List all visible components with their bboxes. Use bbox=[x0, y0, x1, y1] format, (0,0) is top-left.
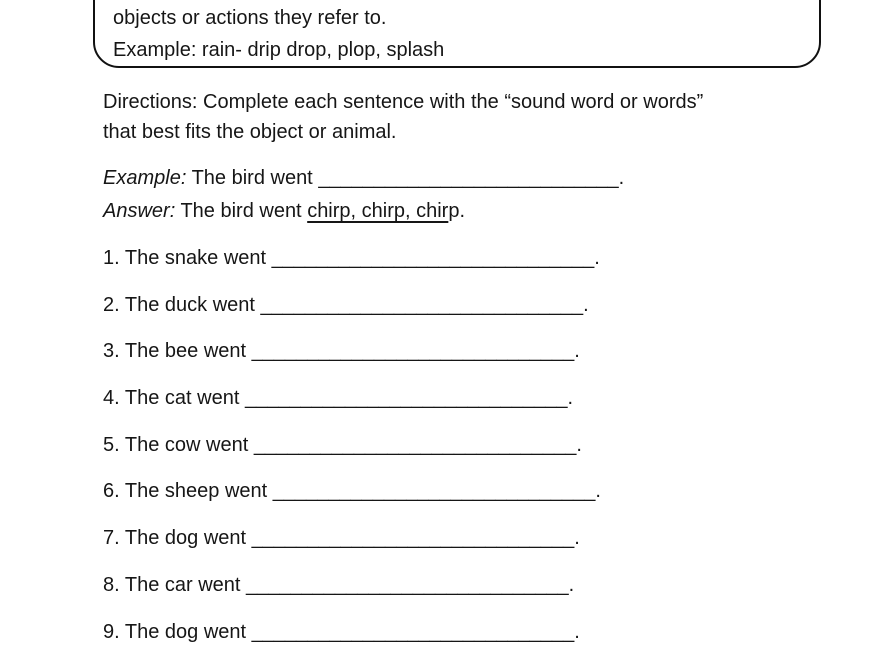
question-number: 1. bbox=[103, 247, 120, 269]
answer-sentence bbox=[103, 200, 465, 223]
answer-blank: _____________________________ bbox=[251, 340, 575, 362]
question-period: . bbox=[583, 294, 589, 316]
question-period: . bbox=[595, 480, 601, 502]
answer-blank: _____________________________ bbox=[246, 574, 569, 596]
question-text: The cow went bbox=[119, 434, 254, 456]
question-row-3 bbox=[103, 340, 580, 363]
answer-blank: _____________________________ bbox=[251, 527, 575, 549]
question-text: The snake went bbox=[119, 247, 272, 269]
question-period: . bbox=[574, 527, 580, 549]
answer-blank: _____________________________ bbox=[253, 434, 577, 456]
question-text: The dog went bbox=[119, 621, 252, 643]
example-label: Example: bbox=[103, 167, 187, 189]
question-period: . bbox=[567, 387, 574, 409]
directions bbox=[103, 87, 703, 147]
question-number: 5. bbox=[103, 434, 120, 456]
question-text: The dog went bbox=[119, 527, 252, 549]
definition-box-text bbox=[113, 2, 444, 66]
answer-blank: _____________________________ bbox=[244, 387, 568, 409]
answer-underlined-words: chirp, chirp, chir bbox=[307, 200, 449, 222]
definition-box bbox=[93, 0, 821, 68]
example-text: The bird went bbox=[186, 167, 319, 189]
question-row-6 bbox=[103, 480, 601, 503]
directions-line-2: that best fits the object or animal. bbox=[103, 121, 397, 143]
answer-label: Answer: bbox=[103, 200, 176, 222]
question-number: 7. bbox=[103, 527, 120, 549]
answer-blank: _____________________________ bbox=[260, 294, 584, 316]
answer-text: The bird went bbox=[175, 200, 308, 222]
definition-line-2: Example: rain- drip drop, plop, splash bbox=[113, 39, 445, 61]
answer-tail: p. bbox=[448, 200, 466, 222]
question-row-7 bbox=[103, 527, 580, 550]
example-blank: ___________________________ bbox=[318, 167, 619, 189]
question-text: The duck went bbox=[119, 294, 261, 316]
question-row-1 bbox=[103, 247, 600, 270]
question-number: 3. bbox=[103, 340, 120, 362]
question-row-2 bbox=[103, 294, 589, 317]
example-sentence bbox=[103, 167, 624, 190]
answer-blank: _____________________________ bbox=[272, 480, 596, 502]
question-period: . bbox=[574, 340, 580, 362]
question-row-4 bbox=[103, 387, 573, 410]
question-text: The bee went bbox=[119, 340, 252, 362]
question-number: 9. bbox=[103, 621, 120, 643]
question-text: The car went bbox=[119, 574, 247, 596]
question-period: . bbox=[574, 621, 580, 643]
question-period: . bbox=[568, 574, 575, 596]
question-period: . bbox=[594, 247, 600, 269]
question-row-8 bbox=[103, 574, 574, 597]
answer-blank: _____________________________ bbox=[251, 621, 575, 643]
example-period: . bbox=[618, 167, 625, 189]
answer-blank: _____________________________ bbox=[271, 247, 595, 269]
question-number: 4. bbox=[103, 387, 120, 409]
definition-line-1: objects or actions they refer to. bbox=[113, 7, 387, 29]
question-row-5 bbox=[103, 434, 582, 457]
question-period: . bbox=[576, 434, 582, 456]
question-text: The cat went bbox=[119, 387, 245, 409]
question-row-9 bbox=[103, 621, 580, 644]
question-text: The sheep went bbox=[119, 480, 273, 502]
question-number: 8. bbox=[103, 574, 120, 596]
question-number: 6. bbox=[103, 480, 120, 502]
question-number: 2. bbox=[103, 294, 120, 316]
directions-line-1: Directions: Complete each sentence with the “sound word or words” bbox=[103, 91, 704, 113]
